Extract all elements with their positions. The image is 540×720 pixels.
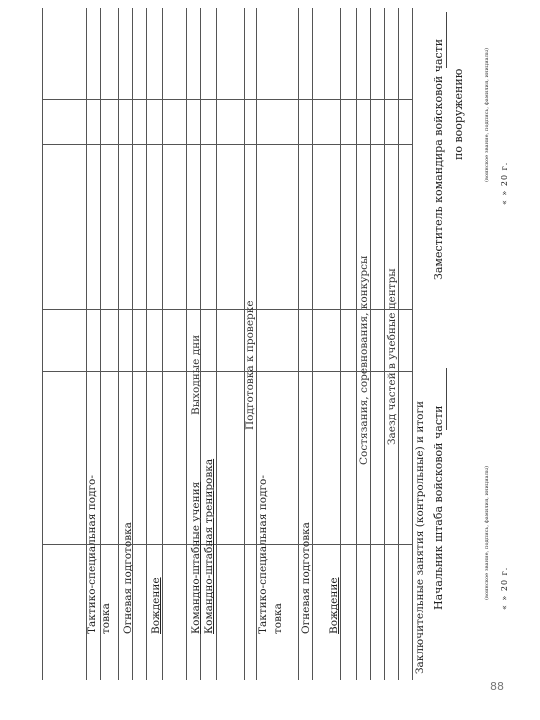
column-line: [42, 144, 412, 145]
row-line: [118, 8, 119, 680]
signature-caption: (воинское звание, подпись, фамилия, инициалы): [484, 465, 490, 600]
row-label: Вождение: [150, 577, 162, 634]
row-line: [384, 8, 385, 680]
row-line: [146, 8, 147, 680]
row-line: [356, 8, 357, 680]
column-line: [42, 371, 412, 372]
row-label: Заключительные занятия (контрольные) и итоги: [414, 401, 426, 674]
row-label: Вождение: [328, 577, 340, 634]
row-line: [216, 8, 217, 680]
row-line: [42, 8, 43, 680]
signature-line: [446, 368, 447, 430]
page-number: 88: [490, 680, 504, 693]
row-label: товка: [100, 603, 112, 634]
row-label: Огневая подготовка: [300, 522, 312, 634]
row-line: [398, 8, 399, 680]
competitions-label: Состязания, соревнования, конкурсы: [358, 255, 370, 465]
column-line: [42, 99, 412, 100]
row-label: Тактико-специальная подго-: [86, 475, 98, 634]
column-line: [42, 309, 412, 310]
row-line: [162, 8, 163, 680]
arrival-label: Заезд частей в учебные центры: [386, 268, 398, 445]
row-line: [412, 8, 413, 680]
signature-date: « » 20 г.: [500, 161, 509, 205]
row-label: Огневая подготовка: [122, 522, 134, 634]
row-line: [370, 8, 371, 680]
row-label: товка: [272, 603, 284, 634]
row-line: [186, 8, 187, 680]
row-label: Командно-штабная тренировка: [203, 458, 215, 634]
row-label: Командно-штабные учения: [190, 481, 202, 634]
signature-line: [446, 12, 447, 68]
deputy-commander-subtitle: по вооружению: [452, 68, 465, 160]
preparation-label: Подготовка к проверке: [244, 300, 256, 430]
signature-date: « » 20 г.: [500, 566, 509, 610]
row-line: [298, 8, 299, 680]
row-label: Тактико-специальная подго-: [257, 475, 269, 634]
signature-caption: (воинское звание, подпись, фамилия, инициалы): [484, 47, 490, 182]
row-line: [100, 8, 101, 680]
row-line: [340, 8, 341, 680]
deputy-commander-title: Заместитель командира войсковой части: [432, 38, 445, 280]
chief-of-staff-title: Начальник штаба войсковой части: [432, 405, 445, 610]
holidays-label: Выходные дни: [190, 334, 202, 415]
row-line: [312, 8, 313, 680]
